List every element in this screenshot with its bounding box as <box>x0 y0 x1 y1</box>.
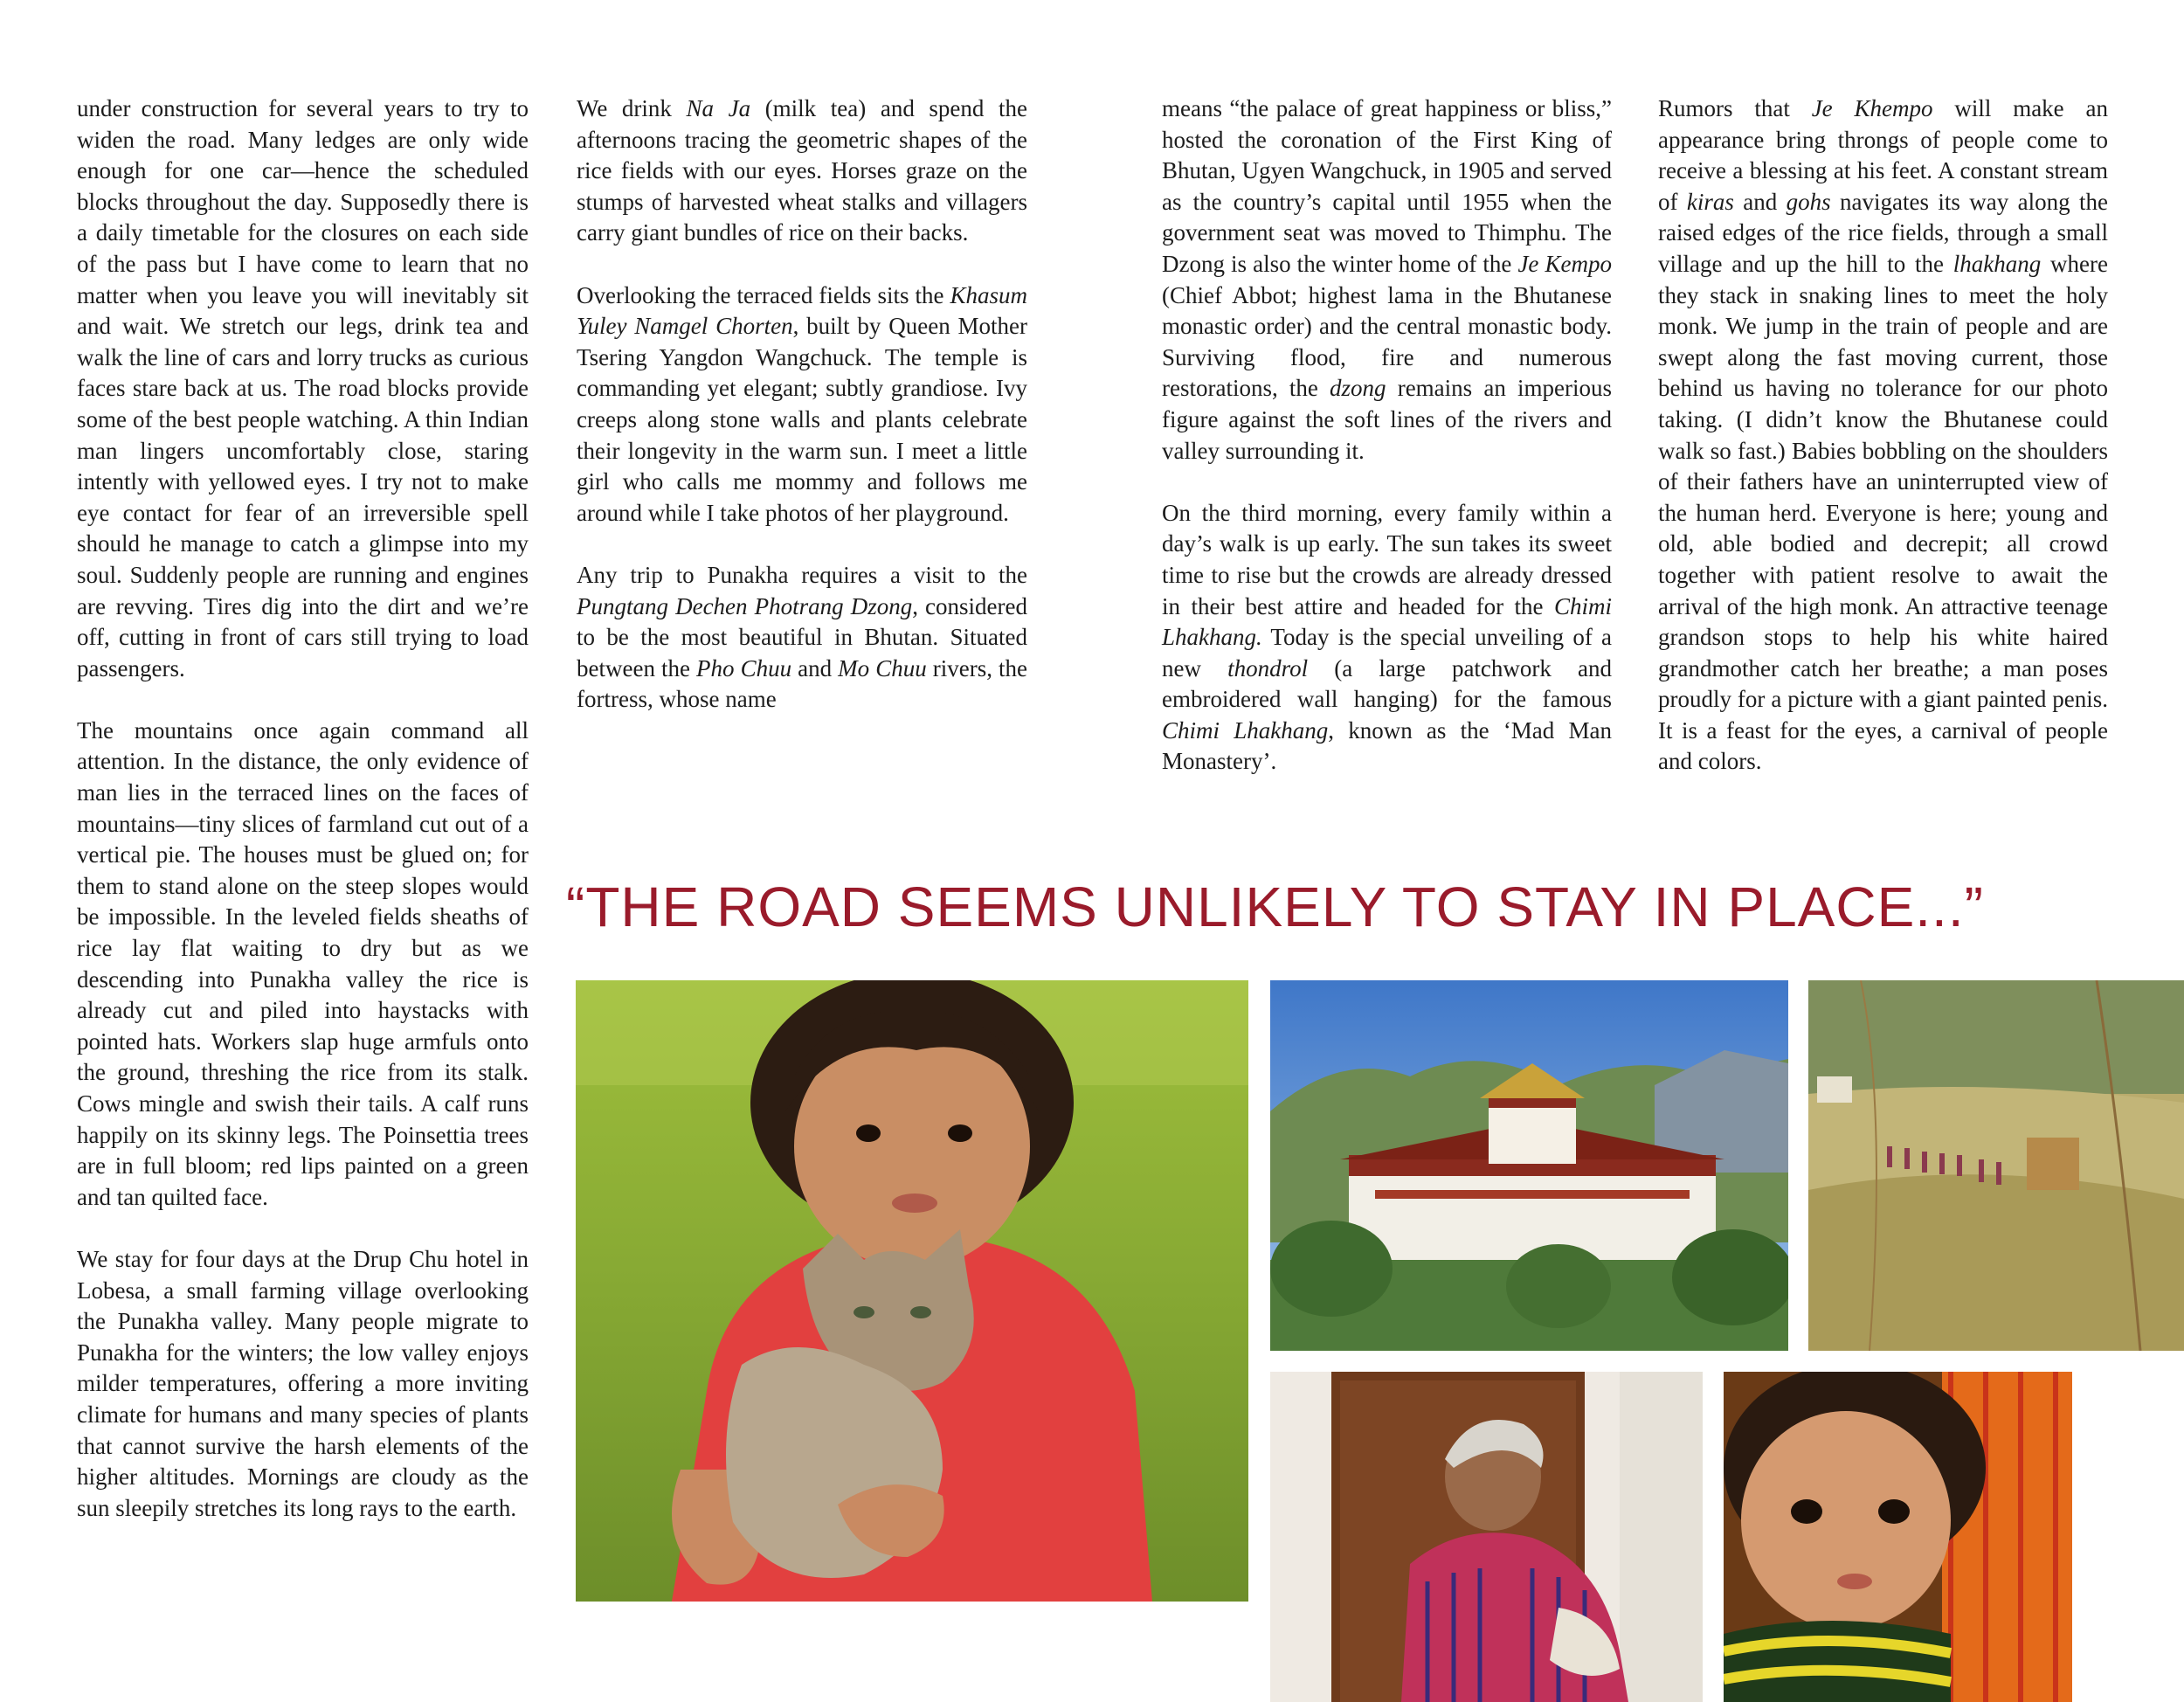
paragraph: We drink Na Ja (milk tea) and spend the afternoons tracing the geometric shapes of the rice fields with our eyes. Horses graze on the stumps of harvested wheat stalks and villagers carry giant bundles of rice on their backs. <box>577 95 1027 246</box>
photo-procession-rice-fields-image <box>1808 980 2184 1351</box>
italic-term: Mo Chuu <box>838 654 927 681</box>
article-column-1 <box>77 93 529 1524</box>
article-column-4 <box>1658 93 2108 778</box>
paragraph: The mountains once again command all attention. In the distance, the only evidence of man lies in the terraced lines on the faces of mountains—tiny slices of farmland cut out of a vertical pie. The houses must be glued on; for them to stand alone on the steep slopes would be impossible. In the leveled fields sheaths of rice lay flat waiting to dry but as we descending into Punakha valley the rice is already cut and piled into haystacks with pointed hats. Workers slap huge armfuls onto the ground, threshing the rice from its stalk. Cows mingle and swish their tails. A calf runs happily on its skinny legs. The Poinsettia trees are in full bloom; red lips painted on a green and tan quilted face. <box>77 716 529 1210</box>
photo-elderly-man-image <box>1270 1372 1703 1702</box>
italic-term: Khasum Yuley Namgel Chorten <box>577 281 1027 340</box>
photo-punakha-dzong <box>1270 980 1788 1351</box>
paragraph: under construction for several years to try to widen the road. Many ledges are only wide enough for one car—hence the scheduled blocks throughout the day. Supposedly there is a daily timetable for the closures on each side of the pass but I have come to learn that no matter when you leave you will inevitably sit and wait. We stretch our legs, drink tea and walk the line of cars and lorry trucks as curious faces stare back at us. The road blocks provide some of the best people watching. A thin Indian man lingers uncomfortably close, staring intently with yellowed eyes. I try not to make eye contact for fear of an irreversible spell should he manage to catch a glimpse into my soul. Suddenly people are running and engines are revving. Tires dig into the dirt and we’re off, cutting in front of cars still trying to load passengers. <box>77 95 529 681</box>
italic-term: dzong <box>1330 375 1386 402</box>
italic-term: lhakhang <box>1952 250 2042 277</box>
article-column-2 <box>577 93 1027 716</box>
photo-girl-with-cat <box>576 980 1248 1602</box>
paragraph: On the third morning, every family within a day’s walk is up early. The sun takes its sweet time to rise but the crowds are already dressed in their best attire and headed for the Chimi Lhakhang. Today is the special unveiling of a new thondrol (a large patchwork and embroidered wall hanging) for the famous Chimi Lhakhang, known as the ‘Mad Man Monastery’. <box>1162 499 1613 775</box>
photo-girl-with-cat-image <box>576 980 1248 1602</box>
italic-term: Pungtang Dechen Photrang Dzong <box>577 592 913 619</box>
photo-procession-rice-fields <box>1808 980 2184 1351</box>
paragraph: Any trip to Punakha requires a visit to the Pungtang Dechen Photrang Dzong, considered to be the most beautiful in Bhutan. Situated between the Pho Chuu and Mo Chuu rivers, the fortress, whose name <box>577 561 1028 713</box>
article-column-3 <box>1162 93 1612 778</box>
italic-term: thondrol <box>1227 654 1309 681</box>
italic-term: Je Khempo <box>1811 95 1933 121</box>
photo-elderly-man <box>1270 1372 1703 1702</box>
italic-term: Je Kempo <box>1517 250 1612 277</box>
paragraph: Rumors that Je Khempo will make an appearance bring throngs of people come to receive a blessing at his feet. A constant stream of kiras and gohs navigates its way along the raised edges of the rice fields, through a small village and up the hill to the lhakhang where they stack in snaking lines to meet the holy monk. We jump in the train of people and are swept along the fast moving current, those behind us having no tolerance for our photo taking. (I didn’t know the Bhutanese could walk so fast.) Babies bobbling on the shoulders of their fathers have an uninterrupted view of the human herd. Everyone is here; young and old, able bodied and decrepit; all crowd together with patient resolve to await the arrival of the high monk. An attractive teenage grandson stops to help his white haired grandmother catch her breathe; a man poses proudly for a picture with a giant painted penis. It is a feast for the eyes, a carnival of people and colors. <box>1658 95 2108 775</box>
italic-term: Chimi Lhakhang. <box>1162 592 1612 651</box>
italic-term: kiras <box>1686 188 1734 215</box>
paragraph: Overlooking the terraced fields sits the Khasum Yuley Namgel Chorten, built by Queen Mother Tsering Yangdon Wangchuck. The temple is commanding yet elegant; subtly grandiose. Ivy creeps along stone walls and plants celebrate their longevity in the warm sun. I meet a little girl who calls me mommy and follows me around while I take photos of her playground. <box>577 281 1027 526</box>
italic-term: Pho Chuu <box>696 654 792 681</box>
photo-baby <box>1724 1372 2072 1702</box>
italic-term: Na Ja <box>686 95 751 121</box>
photo-baby-image <box>1724 1372 2072 1702</box>
paragraph: We stay for four days at the Drup Chu hotel in Lobesa, a small farming village overlooking the Punakha valley. Many people migrate to Punakha for the winters; the low valley enjoys milder temperatures, offering a more inviting climate for humans and many species of plants that cannot survive the harsh elements of the higher altitudes. Mornings are cloudy as the sun sleepily stretches its long rays to the earth. <box>77 1245 529 1521</box>
italic-term: Chimi Lhakhang <box>1162 716 1329 744</box>
pull-quote: “THE ROAD SEEMS UNLIKELY TO STAY IN PLACE...” <box>566 875 1984 938</box>
paragraph: means “the palace of great happiness or bliss,” hosted the coronation of the First King of Bhutan, Ugyen Wangchuck, in 1905 and served as the country’s capital until 1955 when the government seat was moved to Thimphu. The Dzong is also the winter home of the Je Kempo (Chief Abbot; highest lama in the Bhutanese monastic order) and the central monastic body. Surviving flood, fire and numerous restorations, the dzong remains an imperious figure against the soft lines of the rivers and valley surrounding it. <box>1162 95 1612 464</box>
photo-punakha-dzong-image <box>1270 980 1788 1351</box>
italic-term: gohs <box>1786 188 1831 215</box>
